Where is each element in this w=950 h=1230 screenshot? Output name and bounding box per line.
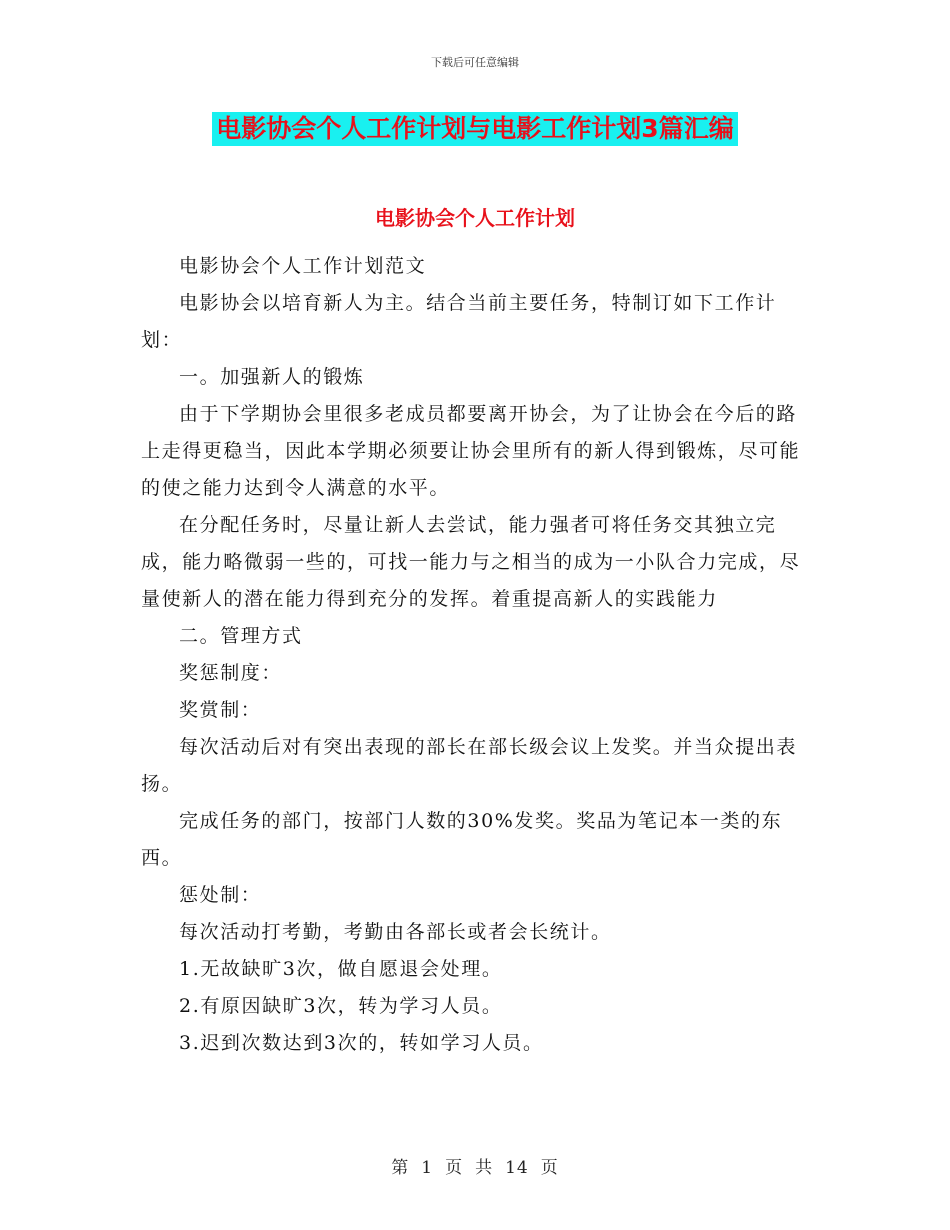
paragraph: 二。管理方式 — [179, 625, 303, 647]
paragraph: 每次活动后对有突出表现的部长在部长级会议上发奖。并当众提出表扬。 — [141, 736, 798, 795]
document-body — [141, 248, 811, 1062]
main-title-wrap — [0, 112, 950, 146]
header-note: 下载后可任意编辑 — [431, 56, 519, 69]
paragraph: 由于下学期协会里很多老成员都要离开协会，为了让协会在今后的路上走得更稳当，因此本学期必须要让协会里所有的新人得到锻炼，尽可能的使之能力达到令人满意的水平。 — [141, 403, 801, 499]
footer-ye: 页 — [445, 1158, 464, 1178]
footer-gong: 共 — [475, 1158, 494, 1178]
paragraph: 电影协会以培育新人为主。结合当前主要任务，特制订如下工作计划： — [141, 292, 777, 351]
paragraph: 3.迟到次数达到3次的，转如学习人员。 — [179, 1032, 544, 1054]
footer-total-pages: 14 — [505, 1158, 529, 1178]
paragraph: 2.有原因缺旷3次，转为学习人员。 — [179, 995, 503, 1017]
page-footer — [0, 1153, 950, 1178]
footer-di: 第 — [391, 1158, 410, 1178]
paragraph: 奖赏制： — [179, 699, 262, 721]
footer-ye: 页 — [540, 1158, 559, 1178]
paragraph: 完成任务的部门，按部门人数的30%发奖。奖品为笔记本一类的东西。 — [141, 810, 783, 869]
paragraph: 奖惩制度： — [179, 662, 283, 684]
paragraph: 1.无故缺旷3次，做自愿退会处理。 — [179, 958, 503, 980]
paragraph: 一。加强新人的锻炼 — [179, 366, 365, 388]
footer-page-number: 1 — [421, 1158, 434, 1178]
paragraph: 在分配任务时，尽量让新人去尝试，能力强者可将任务交其独立完成，能力略微弱一些的，可找一能力与之相当的成为一小队合力完成，尽量使新人的潜在能力得到充分的发挥。着重提高新人的实践能力 — [141, 514, 801, 610]
paragraph: 惩处制： — [179, 884, 262, 906]
document-title: 电影协会个人工作计划与电影工作计划3篇汇编 — [212, 112, 737, 146]
paragraph: 每次活动打考勤，考勤由各部长或者会长统计。 — [179, 921, 612, 943]
section-title: 电影协会个人工作计划 — [375, 206, 575, 230]
paragraph: 电影协会个人工作计划范文 — [179, 255, 427, 277]
